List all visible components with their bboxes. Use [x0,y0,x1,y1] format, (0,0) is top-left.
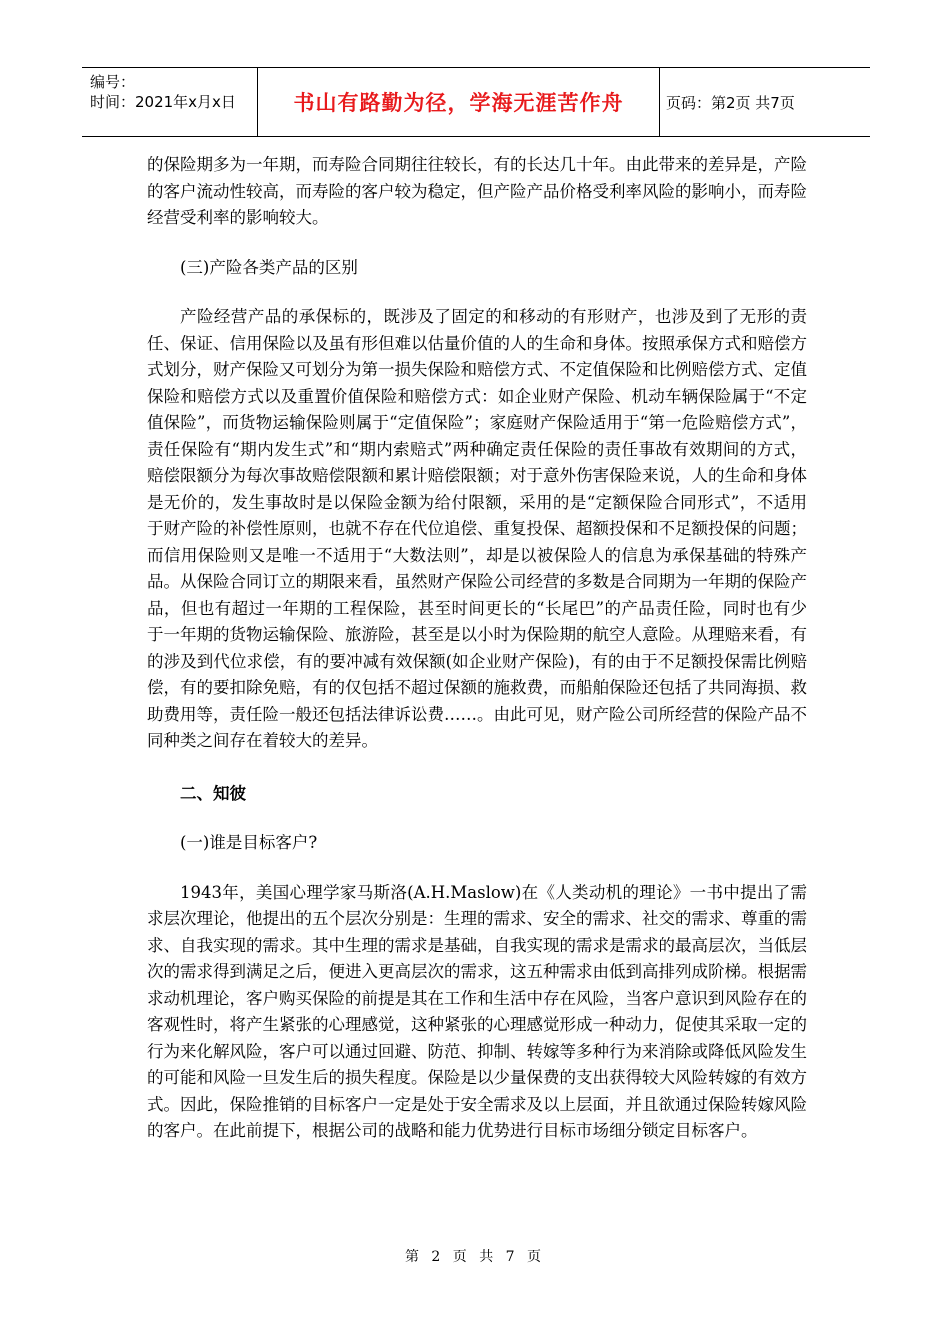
document-number-label: 编号： [90,73,136,91]
header-page-number: 页码：第2页 共7页 [666,93,795,112]
header-motto: 书山有路勤为径，学海无涯苦作舟 [257,68,660,136]
subheading-product-differences: (三)产险各类产品的区别 [180,257,358,277]
paragraph-target-customers: 1943年，美国心理学家马斯洛(A.H.Maslow)在《人类动机的理论》一书中提出了需求层次理论，他提出的五个层次分别是：生理的需求、安全的需求、社交的需求、尊重的需求、自我实现的需求。其中生理的需求是基础，自我实现的需求是需求的最高层次，当低层次的需求得到满足之后，便进入更高层次的需求，这五种需求由低到高排列成阶梯。根据需求动机理论，客户购买保险的前提是其在工作和生活中存在风险，当客户意识到风险存在的客观性时，将产生紧张的心理感觉，这种紧张的心理感觉形成一种动力，促使其采取一定的行为来化解风险，客户可以通过回避、防范、抑制、转嫁等多种行为来消除或降低风险发生的可能和风险一旦发生后的损失程度。保险是以少量保费的支出获得较大风险转嫁的有效方式。因此，保险推销的目标客户一定是处于安全需求及以上层面，并且欲通过保险转嫁风险的客户。在此前提下，根据公司的战略和能力优势进行目标市场细分锁定目标客户。 [147,882,807,1140]
document-date-label: 时间：2021年x月x日 [90,93,236,111]
document-body [147,152,807,1145]
subheading-target-customers: (一)谁是目标客户? [180,833,318,852]
section-heading-know-them: 二、知彼 [180,783,246,803]
header-meta [82,68,257,136]
paragraph-product-differences: 产险经营产品的承保标的，既涉及了固定的和移动的有形财产，也涉及到了无形的责任、保证、信用保险以及虽有形但难以估量价值的人的生命和身体。按照承保方式和赔偿方式划分，财产保险又可划分为第一损失保险和赔偿方式、不定值保险和比例赔偿方式、定值保险和赔偿方式以及重置价值保险和赔偿方式：如企业财产保险、机动车辆保险属于“不定值保险”，而货物运输保险则属于“定值保险”；家庭财产保险适用于“第一危险赔偿方式”，责任保险有“期内发生式”和“期内索赔式”两种确定责任保险的责任事故有效期间的方式，赔偿限额分为每次事故赔偿限额和累计赔偿限额；对于意外伤害保险来说，人的生命和身体是无价的，发生事故时是以保险金额为给付限额，采用的是“定额保险合同形式”，不适用于财产险的补偿性原则，也就不存在代位追偿、重复投保、超额投保和不足额投保的问题；而信用保险则又是唯一不适用于“大数法则”，却是以被保险人的信息为承保基础的特殊产品。从保险合同订立的期限来看，虽然财产保险公司经营的多数是合同期为一年期的保险产品，但也有超过一年期的工程保险，甚至时间更长的“长尾巴”的产品责任险，同时也有少于一年期的货物运输保险、旅游险，甚至是以小时为保险期的航空人意险。从理赔来看，有的涉及到代位求偿，有的要冲减有效保额(如企业财产保险)，有的由于不足额投保需比例赔偿，有的要扣除免赔，有的仅包括不超过保额的施救费，而船舶保险还包括了共同海损、救助费用等，责任险一般还包括法律诉讼费……。由此可见，财产险公司所经营的保险产品不同种类之间存在着较大的差异。 [147,307,807,750]
paragraph-continued: 的保险期多为一年期，而寿险合同期往往较长，有的长达几十年。由此带来的差异是，产险的客户流动性较高，而寿险的客户较为稳定，但产险产品价格受利率风险的影响小，而寿险经营受利率的影响较大。 [147,155,807,227]
page-header [82,67,870,137]
page-footer: 第 2 页 共 7 页 [404,1249,546,1265]
